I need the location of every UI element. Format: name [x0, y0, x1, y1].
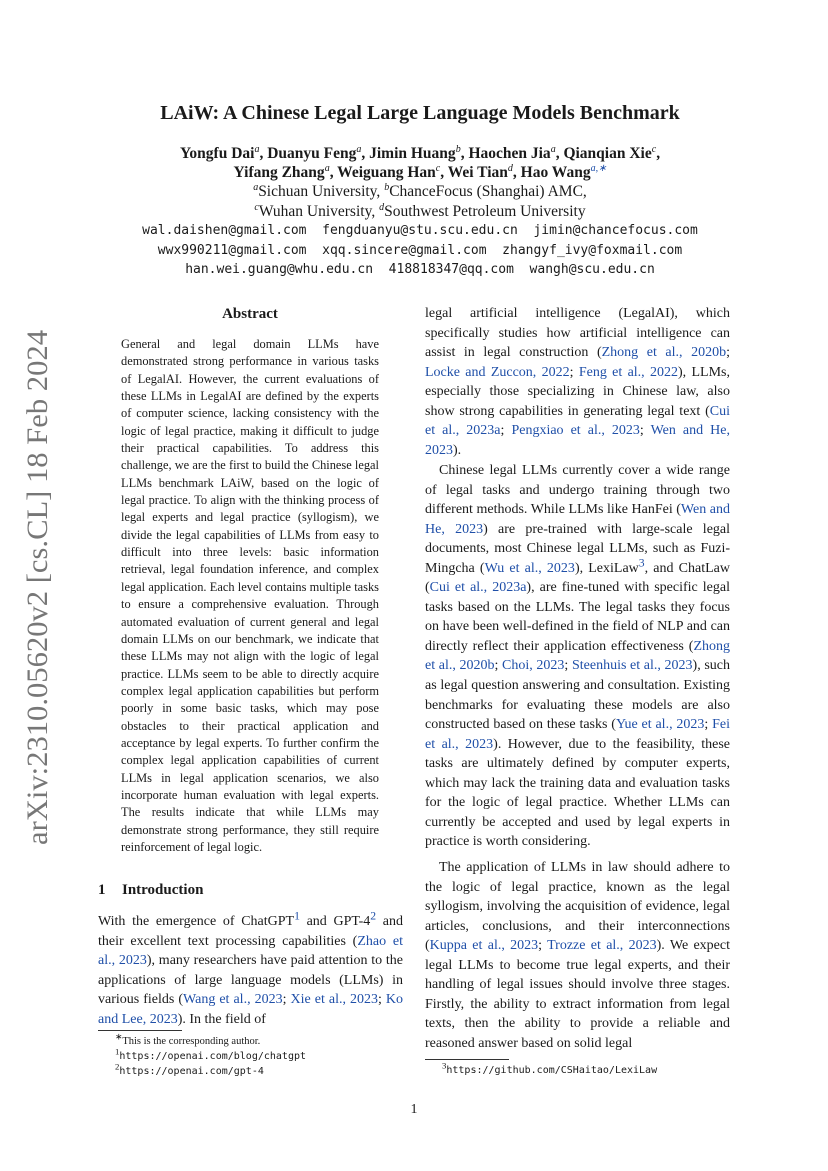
author-name: Haochen Jia: [468, 145, 551, 162]
citation-link[interactable]: Steenhuis et al., 2023: [571, 658, 693, 674]
text-run: ), are fine-tuned with specific legal tasks based on the LLMs. The legal tasks they focus on have been well-defined in the field of NLP and can directly reflect their application effectiveness (: [425, 580, 730, 654]
arxiv-side-stamp: [9, 330, 59, 850]
author-affil-mark: a: [324, 162, 330, 174]
text-run: ), such as legal question answering and consultation. Existing benchmarks for evaluating these models are also constructed based on these tasks (: [425, 658, 731, 733]
abstract-text: General and legal domain LLMs have demonstrated strong performance in various tasks of LegalAI. However, the current evaluations of these LLMs in LegalAI are defined by the experts of computer science, lacking consistency with the logic of legal practice, making it difficult to judge their practical capabilities. To address this challenge, we are the first to build the Chinese legal LLMs benchmark LAiW, based on the logic of legal practice. To align with the thinking process of legal experts and legal practice (syllogism), we divide the legal capabilities of LLMs from easy to difficult into three levels: basic information retrieval, legal foundation inference, and complex legal application. Each level contains multiple tasks to ensure a comprehensive evaluation. Through automated evaluation of current general and legal domain LLMs on our benchmark, we indicate that these LLMs may not align with the logic of legal practice. LLMs seem to be able to directly acquire complex legal application capabilities but perform poorly in some basic tasks, which may pose obstacles to their practical application and acceptance by legal experts. To further confirm the complex legal application capabilities of current LLMs in legal application scenarios, we also incorporate human evaluation with legal experts. The results indicate that while LLMs may demonstrate strong performance, they still require reinforcement of legal logic.: [121, 337, 379, 854]
author-name: Jimin Huang: [369, 145, 456, 162]
text-run: ;: [639, 423, 651, 439]
author-affil-mark: b: [455, 143, 461, 155]
footnote-mark: 1: [115, 1046, 120, 1057]
author-affil-mark: c: [651, 143, 657, 155]
text-run: ). In the field of: [177, 1011, 266, 1027]
affil-mark: c: [254, 201, 259, 213]
section-number: 1: [98, 882, 106, 898]
text-run: ;: [726, 345, 730, 361]
arxiv-stamp-text: arXiv:2310.05620v2 [cs.CL] 18 Feb 2024: [21, 340, 54, 845]
citation-link[interactable]: Ko and Lee, 2023: [98, 992, 404, 1027]
footnote-corresponding: [115, 1031, 261, 1048]
right-paragraph-3: [425, 858, 730, 1053]
affil-mark: d: [379, 201, 385, 213]
footnote-url-link[interactable]: https://openai.com/blog/chatgpt: [119, 1051, 307, 1062]
author-line-2: Yifang Zhang$^a$, Weiguang Han$^c$, Wei Tian$^d$, Hao Wang$^{a,∗}$: [233, 162, 607, 181]
affil-name: Sichuan University,: [258, 183, 385, 200]
citation-link[interactable]: Cui et al., 2023a: [425, 403, 730, 439]
citation-link[interactable]: Feng et al., 2022: [578, 364, 678, 380]
author-affil-mark: d: [507, 162, 513, 174]
footnote-rule: [98, 1030, 182, 1031]
affil-name: Wuhan University,: [258, 203, 380, 220]
footnote-url-link[interactable]: https://github.com/CSHaitao/LexiLaw: [446, 1065, 658, 1076]
citation-link[interactable]: Pengxiao et al., 2023: [511, 423, 640, 439]
footnote-ref[interactable]: 1: [294, 909, 300, 923]
text-run: ), LLMs, especially those specializing in Chinese law, also show strong capabilities in generating legal text (: [425, 364, 730, 419]
email-line-2: wwx990211@gmail.com xqq.sincere@gmail.com zhangyf_ivy@foxmail.com: [157, 243, 683, 258]
affiliation-line-1: [60, 182, 780, 202]
author-affil-mark: a,∗: [590, 162, 607, 174]
author-name: Yongfu Dai: [179, 145, 255, 162]
author-affil-mark: a: [550, 143, 556, 155]
author-name: Weiguang Han: [337, 164, 436, 181]
text-run: and their excellent text processing capabilities (: [98, 914, 403, 949]
text-run: ;: [494, 658, 503, 674]
citation-link[interactable]: Zhong et al., 2020b: [425, 638, 730, 674]
text-run: ), many researchers have paid attention to the applications of large language models (LLMs) in various fields (: [98, 953, 403, 1008]
text-run: ;: [564, 658, 572, 674]
footnote-rule: [425, 1059, 509, 1060]
affil-name: ChanceFocus (Shanghai) AMC,: [389, 183, 587, 200]
text-run: ;: [704, 717, 713, 733]
citation-link[interactable]: Wen and He, 2023: [425, 423, 731, 458]
text-run: , and ChatLaw (: [425, 560, 730, 596]
text-run: ;: [569, 364, 579, 380]
author-affil-mark: a: [254, 143, 260, 155]
email-line-1: wal.daishen@gmail.com fengduanyu@stu.scu.edu.cn jimin@chancefocus.com: [142, 223, 698, 238]
text-run: ;: [538, 938, 548, 954]
citation-link[interactable]: Kuppa et al., 2023: [429, 938, 539, 954]
abstract-heading: Abstract: [222, 306, 278, 322]
citation-link[interactable]: Choi, 2023: [502, 658, 565, 674]
footnote-text: This is the corresponding author.: [122, 1036, 261, 1047]
footnote-url-link[interactable]: https://openai.com/gpt-4: [119, 1066, 264, 1077]
right-paragraph-2: [425, 461, 730, 852]
citation-link[interactable]: Wu et al., 2023: [484, 560, 575, 576]
footnote-ref[interactable]: 2: [370, 909, 377, 923]
text-run: ).: [453, 442, 462, 458]
affil-mark: b: [384, 181, 390, 193]
text-run: and GPT-4: [299, 914, 371, 929]
citation-link[interactable]: Cui et al., 2023a: [429, 580, 527, 596]
author-name: Duanyu Feng: [267, 145, 357, 162]
page-number: 1: [410, 1102, 418, 1117]
text-run: ) are pre-trained with large-scale legal documents, most Chinese legal LLMs, such as Fuzi-Mingcha (: [425, 521, 731, 576]
footnote-mark: 3: [442, 1060, 447, 1071]
author-name: Yifang Zhang: [233, 164, 325, 181]
text-run: ;: [378, 992, 386, 1008]
text-run: ). We expect legal LLMs to become true legal experts, and their handling of legal issues should involve three stages. Firstly, the ability to extract information from legal texts, then the ability to provide a reliable and reasoned answer based on solid legal: [425, 938, 731, 1051]
citation-link[interactable]: Wen and He, 2023: [425, 502, 730, 537]
email-line-3: han.wei.guang@whu.edu.cn 418818347@qq.com wangh@scu.edu.cn: [185, 262, 655, 277]
author-name: Hao Wang: [520, 164, 591, 181]
footnote-mark: ∗: [115, 1031, 123, 1042]
text-run: ;: [282, 992, 291, 1008]
footnote-1: [115, 1046, 307, 1063]
paper-title: LAiW: A Chinese Legal Large Language Models Benchmark: [160, 102, 680, 124]
citation-link[interactable]: Xie et al., 2023: [290, 992, 378, 1008]
citation-link[interactable]: Fei et al., 2023: [425, 717, 731, 752]
text-run: With the emergence of ChatGPT: [98, 914, 295, 929]
text-run: ). However, due to the feasibility, these tasks are ultimately defined by computer experts, which may lack the training data and evaluation tasks for the logic of legal practice. Whether LLMs can currently be accepted and used by legal experts in practice is worth considering.: [425, 736, 730, 850]
intro-paragraph: [98, 909, 404, 1030]
text-run: The application of LLMs in law should adhere to the logic of legal practice, known as the legal syllogism, involving the acquisition of evidence, legal articles, conclusions, and their interconnections (: [425, 860, 730, 954]
footnote-2: [115, 1061, 264, 1078]
citation-link[interactable]: Yue et al., 2023: [615, 717, 705, 733]
citation-link[interactable]: Trozze et al., 2023: [547, 938, 657, 954]
author-affil-mark: c: [435, 162, 441, 174]
right-paragraph-1: [425, 304, 730, 460]
affil-name: Southwest Petroleum University: [384, 203, 586, 220]
footnote-mark: 2: [115, 1061, 120, 1072]
section-title: Introduction: [122, 882, 204, 898]
citation-link[interactable]: Zhong et al., 2020b: [601, 345, 727, 361]
text-run: ), LexiLaw: [574, 560, 639, 576]
citation-link[interactable]: Locke and Zuccon, 2022: [425, 364, 570, 380]
footnote-ref[interactable]: 3: [638, 556, 645, 570]
text-run: ;: [500, 423, 512, 439]
author-affil-mark: a: [356, 143, 362, 155]
citation-link[interactable]: Zhao et al., 2023: [98, 933, 403, 969]
affil-mark: a: [253, 181, 259, 193]
affiliation-line-2: [60, 202, 780, 222]
section-heading-introduction: [98, 882, 203, 899]
footnote-3: [442, 1060, 658, 1077]
author-line-1: Yongfu Dai$^a$, Duanyu Feng$^a$, Jimin Huang$^b$, Haochen Jia$^a$, Qianqian Xie$^c$,: [179, 143, 661, 162]
text-run: Chinese legal LLMs currently cover a wide range of legal tasks and undergo training through two different methods. While LLMs like HanFei (: [425, 463, 730, 518]
text-run: legal artificial intelligence (LegalAI), which specifically studies how artificial intelligence can assist in legal construction (: [425, 306, 730, 361]
author-name: Wei Tian: [447, 164, 508, 181]
citation-link[interactable]: Wang et al., 2023: [183, 992, 283, 1008]
author-name: Qianqian Xie: [563, 145, 652, 162]
